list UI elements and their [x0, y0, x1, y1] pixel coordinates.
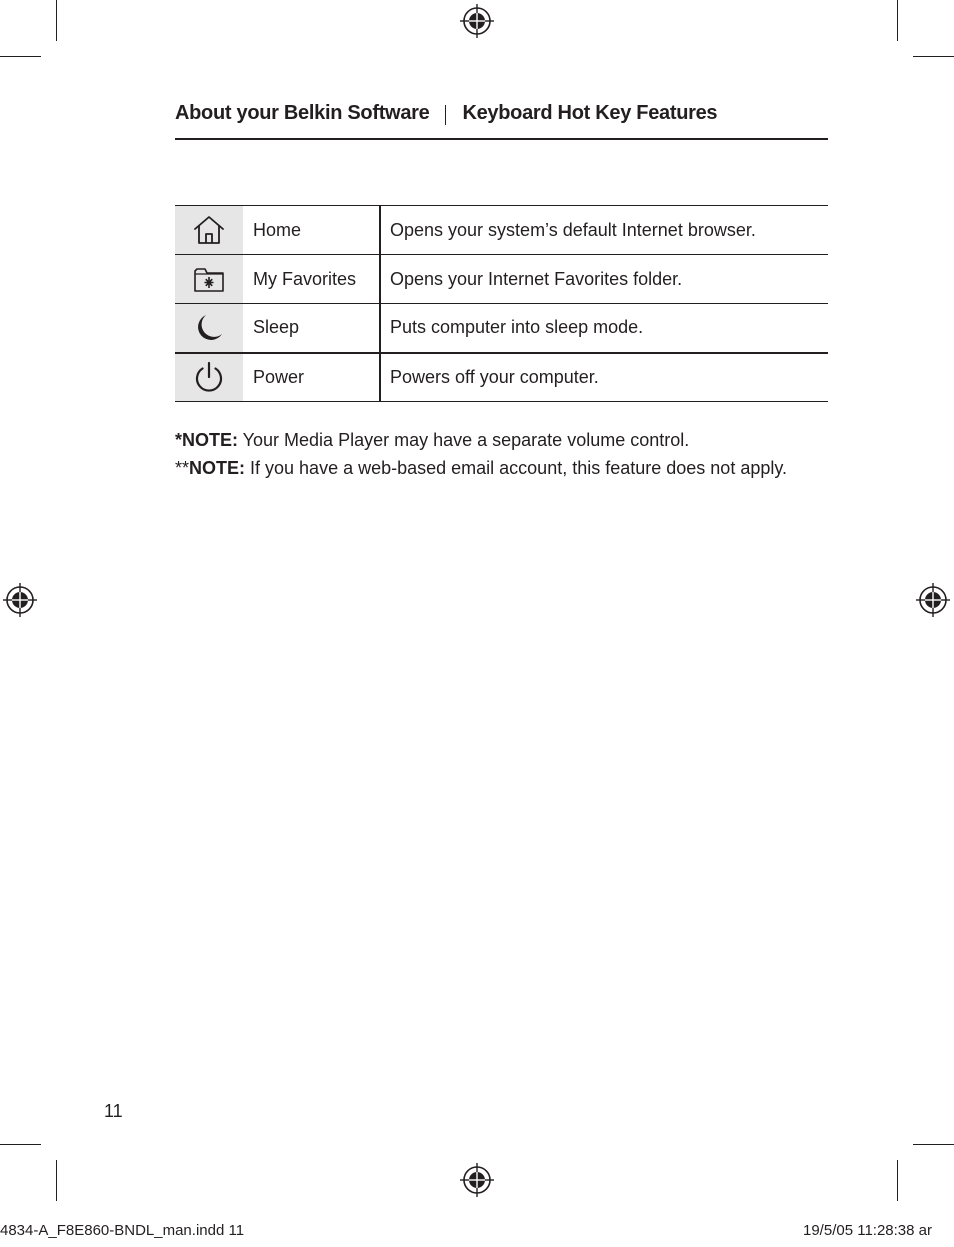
slug-filename: 4834-A_F8E860-BNDL_man.indd 11: [0, 1222, 245, 1239]
crop-mark: [0, 56, 41, 57]
note-text: Your Media Player may have a separate volume control.: [238, 430, 690, 450]
note-line: [175, 426, 855, 454]
home-icon: [192, 214, 226, 246]
hotkey-name: Sleep: [243, 304, 380, 353]
note-prefix: **: [175, 458, 190, 478]
section-title: About your Belkin Software: [175, 102, 430, 124]
hotkey-name: Power: [243, 353, 380, 402]
table-row: [175, 353, 828, 402]
hotkey-table: [175, 205, 828, 402]
running-header: [175, 102, 828, 140]
hotkey-icon-cell: [175, 304, 243, 353]
crop-mark: [56, 1160, 57, 1201]
slug-timestamp: 19/5/05 11:28:38 ar: [803, 1222, 932, 1239]
crop-mark: [897, 0, 898, 41]
note-text: If you have a web-based email account, this feature does not apply.: [245, 458, 788, 478]
hotkey-icon-cell: [175, 206, 243, 255]
page-title: Keyboard Hot Key Features: [462, 102, 718, 124]
note-label: *NOTE:: [175, 430, 238, 450]
hotkey-icon-cell: [175, 255, 243, 304]
table-row: [175, 206, 828, 255]
crop-mark: [913, 1144, 954, 1145]
crop-mark: [897, 1160, 898, 1201]
notes: [175, 426, 855, 482]
registration-mark-icon: [3, 583, 37, 617]
hotkey-name: My Favorites: [243, 255, 380, 304]
hotkey-name: Home: [243, 206, 380, 255]
hotkey-description: Puts computer into sleep mode.: [380, 304, 828, 353]
favorites-folder-icon: [192, 265, 226, 293]
hotkey-icon-cell: [175, 353, 243, 402]
crop-mark: [0, 1144, 41, 1145]
note-line: [175, 454, 855, 482]
power-icon: [192, 361, 226, 393]
registration-mark-icon: [916, 583, 950, 617]
registration-mark-icon: [460, 1163, 494, 1197]
crop-mark: [913, 56, 954, 57]
crop-mark: [56, 0, 57, 41]
table-row: [175, 304, 828, 353]
registration-mark-icon: [460, 4, 494, 38]
hotkey-description: Opens your Internet Favorites folder.: [380, 255, 828, 304]
page-number: 11: [104, 1101, 123, 1121]
note-label: NOTE:: [189, 458, 246, 478]
hotkey-description: Powers off your computer.: [380, 353, 828, 402]
hotkey-description: Opens your system’s default Internet browser.: [380, 206, 828, 255]
table-row: [175, 255, 828, 304]
moon-icon: [192, 312, 226, 344]
header-divider: [445, 105, 446, 125]
